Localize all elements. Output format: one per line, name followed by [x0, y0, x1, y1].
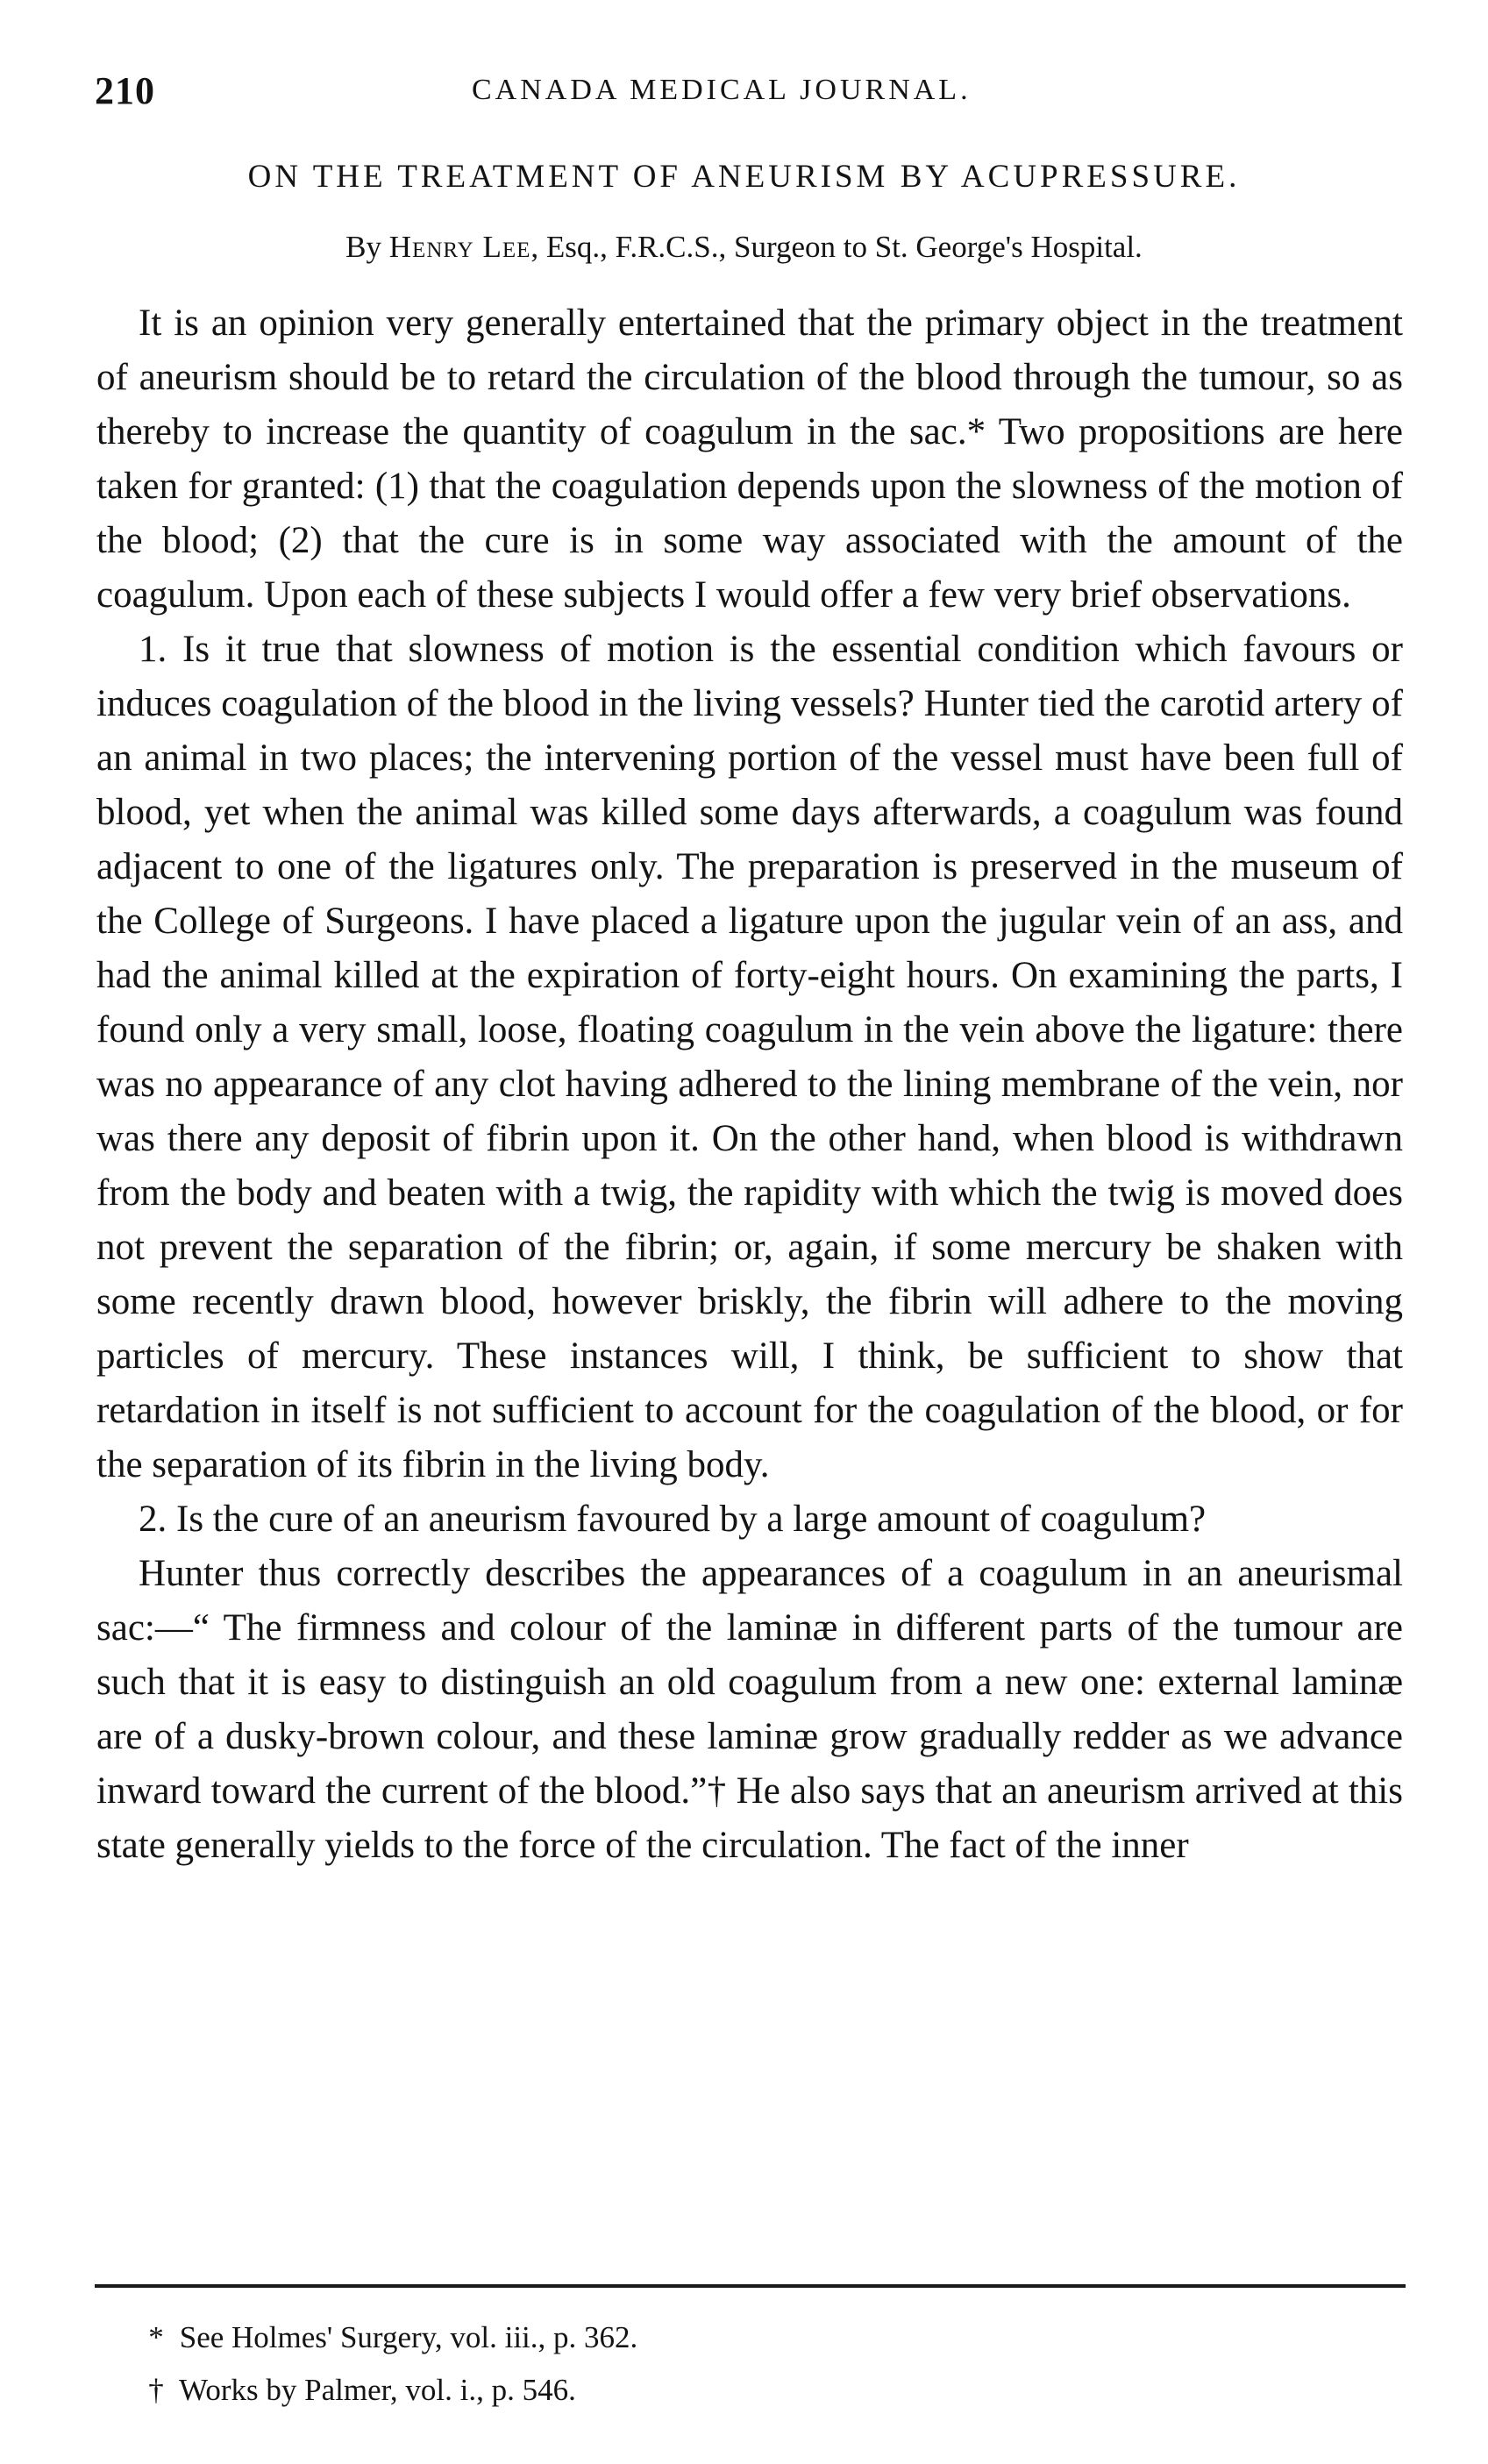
page-header: [95, 68, 1410, 121]
byline-prefix: By: [345, 230, 389, 264]
footnote: [140, 2364, 1368, 2417]
paragraph-intro: It is an opinion very generally entertained that the primary object in the treatment of aneurism should be to retard the circulation of the blood through the tumour, so as thereby to increase the quantity of coagulum in the sac.* Two propositions are here taken for granted: (1) that the coagulation depends upon the slowness of the motion of the blood; (2) that the cure is in some way associated with the amount of the coagulum. Upon each of these subjects I would offer a few very brief observations.: [96, 303, 1403, 616]
byline-credentials: , Esq., F.R.C.S., Surgeon to St. George's Hospital.: [530, 230, 1143, 264]
footnotes: [140, 2311, 1368, 2417]
footnote-text: Works by Palmer, vol. i., p. 546.: [179, 2373, 576, 2407]
page-number: 210: [95, 69, 155, 112]
footnote-text: See Holmes' Surgery, vol. iii., p. 362.: [179, 2320, 638, 2354]
footnote-mark: †: [148, 2373, 164, 2407]
paragraph-hunter-quote: Hunter thus correctly describes the appearances of a coagulum in an aneurismal sac:—“ The firmness and colour of the laminæ in different parts of the tumour are such that it is easy to distinguish an old coagulum from a new one: external laminæ are of a dusky-brown colour, and these laminæ grow gradually redder as we advance inward toward the current of the blood.”† He also says that an aneurism arrived at this state generally yields to the force of the circulation. The fact of the inner: [96, 1553, 1403, 1866]
author-name: Henry Lee: [388, 230, 531, 264]
paragraph-question-1: 1. Is it true that slowness of motion is the essential condition which favours or induces coagulation of the blood in the living vessels? Hunter tied the carotid artery of an animal in two places; the intervening portion of the vessel must have been full of blood, yet when the animal was killed some days afterwards, a coagulum was found adjacent to one of the ligatures only. The preparation is preserved in the museum of the College of Surgeons. I have placed a ligature upon the jugular vein of an ass, and had the animal killed at the expiration of forty-eight hours. On examining the parts, I found only a very small, loose, floating coagulum in the vein above the ligature: there was no appearance of any clot having adhered to the lining membrane of the vein, nor was there any deposit of fibrin upon it. On the other hand, when blood is withdrawn from the body and beaten with a twig, the rapidity with which the twig is moved does not prevent the separation of the fibrin; or, again, if some mercury be shaken with some recently drawn blood, however briskly, the fibrin will adhere to the moving particles of mercury. These instances will, I think, be sufficient to show that retardation in itself is not sufficient to account for the coagulation of the blood, or for the separation of its fibrin in the living body.: [96, 629, 1403, 1485]
footnote-mark: *: [148, 2320, 164, 2354]
running-head: CANADA MEDICAL JOURNAL.: [472, 74, 972, 106]
article-title: ON THE TREATMENT OF ANEURISM BY ACUPRESSURE.: [247, 159, 1241, 195]
byline: [0, 230, 1488, 265]
article-body: [96, 296, 1403, 1873]
footnote-divider: [95, 2284, 1406, 2288]
footnote: [140, 2311, 1368, 2364]
paragraph-question-2: 2. Is the cure of an aneurism favoured by a large amount of coagulum?: [139, 1499, 1207, 1540]
